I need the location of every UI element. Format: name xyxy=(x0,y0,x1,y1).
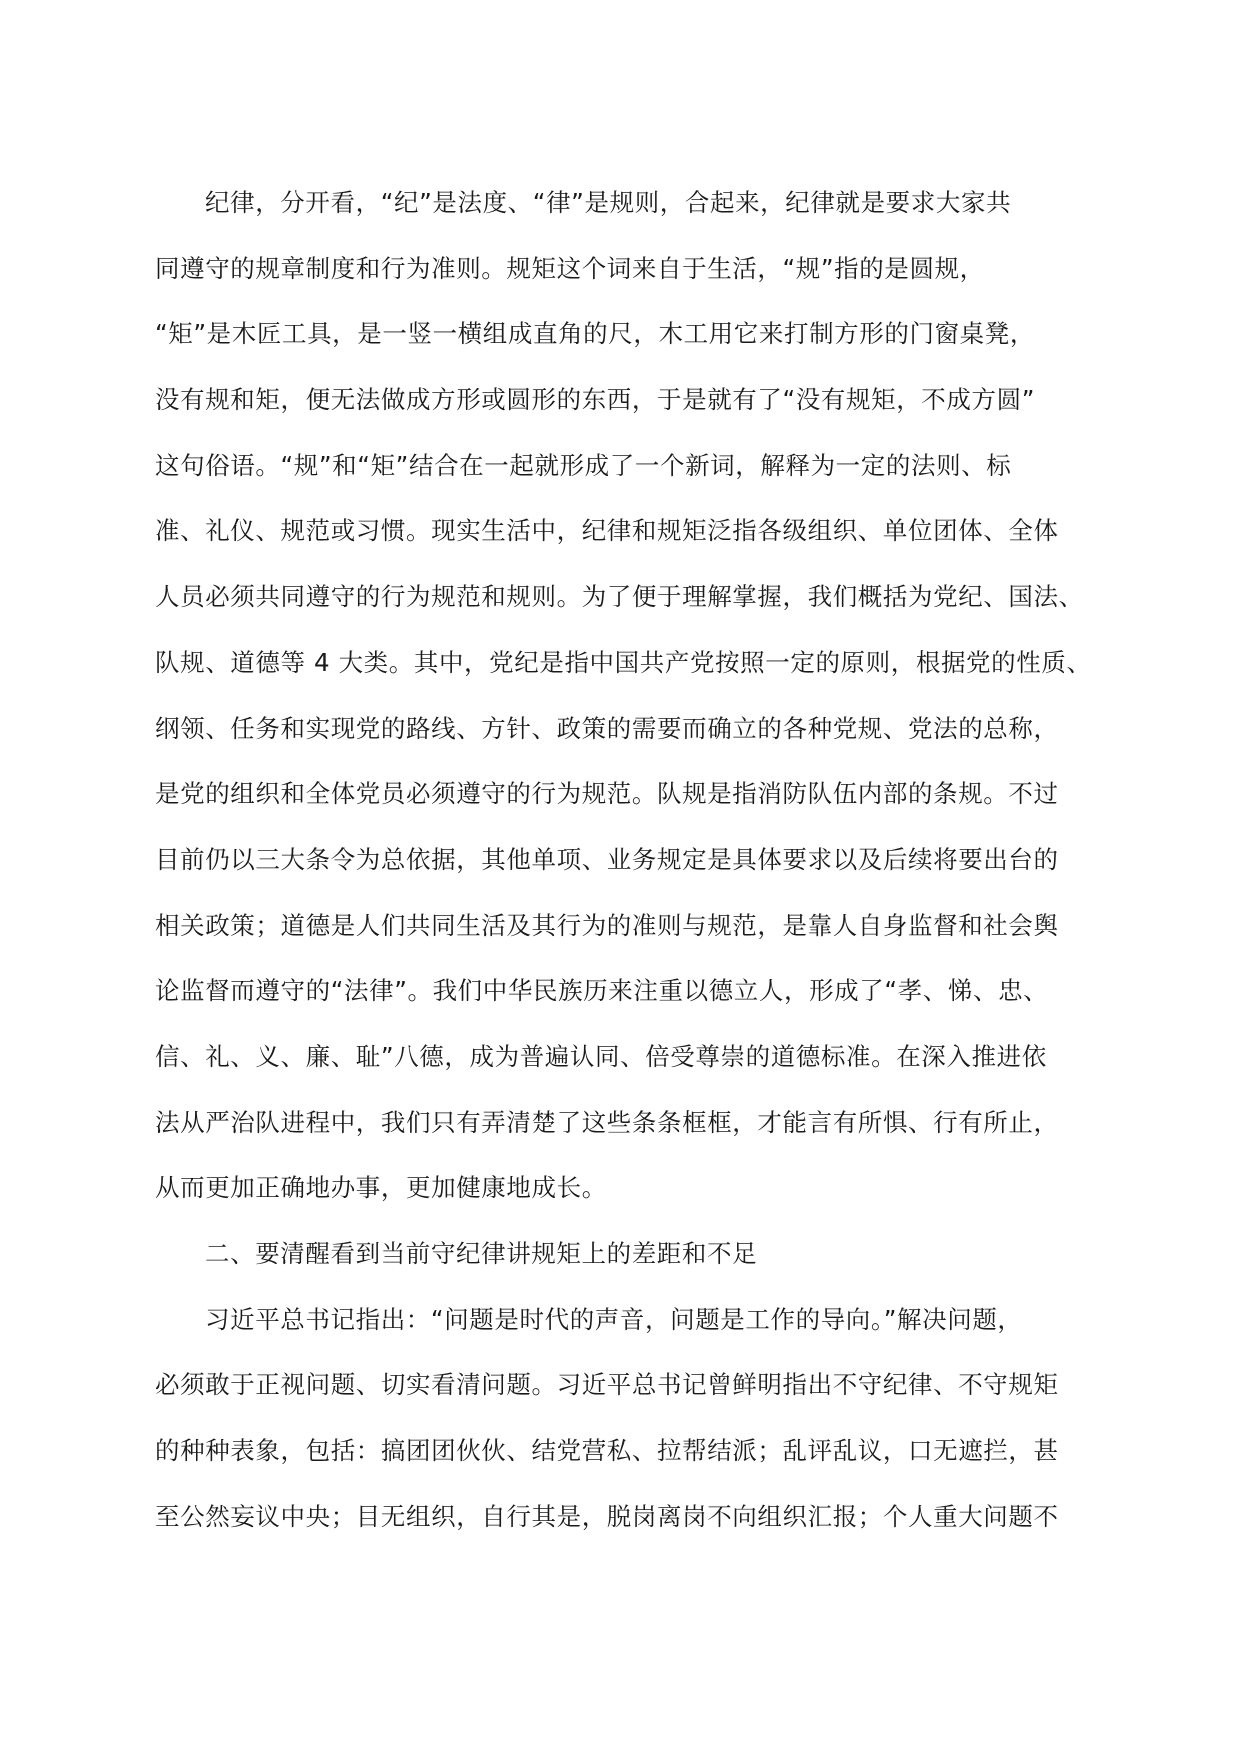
text-line: 从而更加正确地办事，更加健康地成长。 xyxy=(155,1173,607,1203)
text-line: 的种种表象，包括：搞团团伙伙、结党营私、拉帮结派；乱评乱议，口无遮拦，甚 xyxy=(155,1436,1059,1466)
text-line: 准、礼仪、规范或习惯。现实生活中，纪律和规矩泛指各级组织、单位团体、全体 xyxy=(155,516,1059,546)
text-line: “矩”是木匠工具，是一竖一横组成直角的尺，木工用它来打制方形的门窗桌凳， xyxy=(155,319,1035,349)
text-line: 习近平总书记指出：“问题是时代的声音，问题是工作的导向。”解决问题， xyxy=(205,1304,1023,1334)
text-line: 人员必须共同遵守的行为规范和规则。为了便于理解掌握，我们概括为党纪、国法、 xyxy=(155,582,1084,612)
text-line: 必须敢于正视问题、切实看清问题。习近平总书记曾鲜明指出不守纪律、不守规矩 xyxy=(155,1370,1059,1400)
text-line: 没有规和矩，便无法做成方形或圆形的东西，于是就有了“没有规矩，不成方圆” xyxy=(155,385,1035,415)
text-line: 是党的组织和全体党员必须遵守的行为规范。队规是指消防队伍内部的条规。不过 xyxy=(155,779,1059,809)
text-line: 相关政策；道德是人们共同生活及其行为的准则与规范，是靠人自身监督和社会舆 xyxy=(155,910,1059,940)
text-line: 论监督而遵守的“法律”。我们中华民族历来注重以德立人，形成了“孝、悌、忠、 xyxy=(155,976,1049,1006)
text-line: 至公然妄议中央；目无组织，自行其是，脱岗离岗不向组织汇报；个人重大问题不 xyxy=(155,1501,1059,1531)
section-heading: 二、要清醒看到当前守纪律讲规矩上的差距和不足 xyxy=(205,1239,758,1268)
text-line: 法从严治队进程中，我们只有弄清楚了这些条条框框，才能言有所惧、行有所止， xyxy=(155,1107,1059,1137)
text-line: 这句俗语。“规”和“矩”结合在一起就形成了一个新词，解释为一定的法则、标 xyxy=(155,450,1012,480)
text-line: 信、礼、义、廉、耻”八德，成为普遍认同、倍受尊崇的道德标准。在深入推进依 xyxy=(155,1041,1047,1071)
text-line: 队规、道德等 4 大类。其中，党纪是指中国共产党按照一定的原则，根据党的性质、 xyxy=(155,647,1092,677)
text-line: 纲领、任务和实现党的路线、方针、政策的需要而确立的各种党规、党法的总称， xyxy=(155,713,1059,743)
body-text xyxy=(155,185,1092,1564)
text-line: 同遵守的规章制度和行为准则。规矩这个词来自于生活，“规”指的是圆规， xyxy=(155,253,985,283)
text-line: 纪律，分开看，“纪”是法度、“律”是规则，合起来，纪律就是要求大家共 xyxy=(205,188,1012,217)
text-line: 目前仍以三大条令为总依据，其他单项、业务规定是具体要求以及后续将要出台的 xyxy=(155,844,1059,874)
